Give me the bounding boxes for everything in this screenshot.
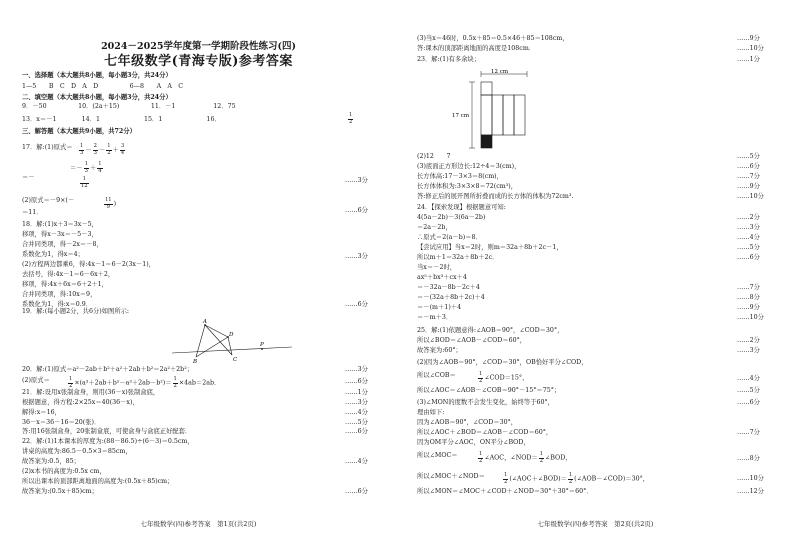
score-marker: ……3分: [345, 177, 368, 184]
score-line: [0, 426, 397, 437]
answer-line: [397, 437, 794, 448]
score-line: [397, 486, 794, 497]
answer-text: 故答案为:60°；: [417, 347, 462, 354]
answer-text: 所以∠MOC＋∠NOD＝: [417, 473, 485, 480]
answer-text: 所以∠AOC＋∠BOD＝∠AOB－∠COD＝60°，: [417, 429, 553, 436]
answer-text: 去括号，得:4x－1＝6－6x＋2，: [22, 271, 115, 278]
answer-text: (3)当x＝46时，0.5x＋85＝0.5×46＋85＝108cm，: [417, 35, 569, 42]
score-marker: ……9分: [737, 183, 760, 190]
answer-text: 故答案为:0.5，85；: [22, 458, 80, 465]
answer-text: 答:课本的顶部距离地面的高度是108cm．: [417, 45, 536, 52]
answer-text: 20．解:(1)原式＝a²－2ab＋b²＋a²＋2ab＋b²＝2a²＋2b²；: [22, 366, 194, 373]
answer-text: ∴原式＝2(a－b)＝8．: [417, 234, 482, 241]
score-line: [397, 43, 794, 54]
answer-text: 1—5 B C D A D 6—8 A A C: [22, 83, 184, 90]
score-line: [397, 252, 794, 263]
score-marker: ……1分: [345, 389, 368, 396]
score-line: [0, 364, 397, 375]
q17-line3: $\frac{1}{12}$: [81, 176, 88, 189]
answer-text: (3)底面正方形边长:12÷4＝3(cm)，: [417, 163, 521, 170]
score-line: [397, 191, 794, 202]
q20-line2: $\frac{1}{2}$ ×(a³＋2ab＋b²－a³＋2ab－b²)＝ $\frac{1}{2}$ ×4ab＝2ab．: [69, 376, 221, 389]
answer-text: 二、填空题（本大题共8小题，每小题3分，共24分）: [22, 94, 172, 101]
score-marker: ……4分: [737, 375, 760, 382]
answer-text: 【尝试应用】当x＝2时，则m＝32a＋8b＋2c－1，: [417, 244, 563, 251]
score-marker: ……6分: [345, 301, 368, 308]
q17-line2: ＝－ $\frac{1}{3}$ ＋ $\frac{1}{4}$: [70, 161, 102, 174]
answer-text: 19．解:(每小题2分，共6分)如图所示:: [22, 308, 130, 315]
answer-page-right: [397, 0, 794, 543]
answer-text: 所以出课本的顶部距离地面的高度为:(0.5x＋85)cm；: [22, 478, 174, 485]
answer-text: 所以∠AOC＝∠AOB－∠COB＝90°－15°＝75°；: [417, 387, 561, 394]
label-P: P: [260, 342, 264, 348]
answer-text: 因为OM平分∠AOC，ON平分∠BOD，: [417, 439, 530, 446]
score-line: [397, 312, 794, 323]
answer-text: ＝－m＋3．: [417, 314, 453, 321]
answer-text: 故答案为:(0.5x＋85)cm；: [22, 488, 98, 495]
net-figure: [452, 68, 547, 153]
q16-fraction: $\frac{1}{2}$: [349, 112, 353, 125]
score-line: [0, 486, 397, 497]
score-marker: ……10分: [737, 314, 764, 321]
answer-text: 答:修正后的展开图所折叠而成的长方体的体积为72cm³.: [417, 193, 574, 200]
answer-text: 所以∠COB＝: [417, 372, 456, 379]
score-marker: ……7分: [737, 284, 760, 291]
score-marker: ……5分: [345, 419, 368, 426]
answer-text: 23．解:(1)有多余块；: [417, 56, 481, 63]
answer-text: 所以∠MOC＝: [417, 452, 458, 459]
answer-text: ＝－(32a＋8b＋2c)＋4: [417, 294, 485, 301]
answer-text: 移项，得:4x＋6x＝6＋2＋1，: [22, 281, 108, 288]
answer-text: 所以m＋1＝32a＋8b＋2c．: [417, 254, 499, 261]
answer-text: 所以∠MON＝∠MOC＋∠COD＋∠NOD＝30°＋30°＝60°．: [417, 488, 593, 495]
answer-text: 一、选择题（本大题共8小题，每小题3分，共24分）: [22, 72, 172, 79]
score-marker: ……5分: [737, 153, 760, 160]
answer-line: [397, 357, 794, 368]
answer-text: 三、解答题（本大题共9小题，共72分）: [22, 128, 136, 135]
page-title-line2: 七年级数学(青海专版)参考答案: [104, 54, 293, 69]
answer-line: [0, 70, 397, 81]
answer-text: ＝－(m＋1)＋4: [417, 304, 462, 311]
answer-text: 合并同类项，得－2x＝－8，: [22, 241, 103, 248]
score-marker: ……7分: [737, 173, 760, 180]
answer-text: 理由如下:: [417, 409, 445, 416]
label-A: A: [203, 319, 207, 325]
answer-text: (2)原式＝－9×(－: [22, 197, 75, 204]
answer-text: 21．解:设用x张制盒身，则用(36－x)张制盒底，: [22, 389, 160, 396]
answer-text: (2)方程两边都乘6，得:4x－1＝6－2(3x－1)，: [22, 261, 155, 268]
answer-text: ＝11．: [22, 209, 43, 216]
score-marker: ……2分: [737, 214, 760, 221]
score-marker: ……3分: [345, 399, 368, 406]
answer-text: (2)原式＝: [22, 377, 50, 384]
answer-text: 9．－50 10．(2a＋15) 11．－1 12．75: [22, 103, 236, 110]
score-line: [397, 54, 794, 65]
score-line: [397, 397, 794, 408]
score-line: [397, 427, 794, 438]
answer-text: 所以∠BOD＝∠AOB－∠COD＝60°，: [417, 337, 527, 344]
answer-line: [0, 101, 397, 112]
score-marker: ……3分: [737, 347, 760, 354]
score-marker: ……2分: [737, 337, 760, 344]
answer-text: (2)12 7: [417, 153, 451, 160]
answer-text: ＝2a－2b，: [417, 224, 452, 231]
score-marker: ……6分: [345, 428, 368, 435]
answer-text: 17．解:(1)原式＝: [22, 144, 73, 151]
height-label: 17 cm: [452, 113, 470, 119]
answer-text: 讲桌的高度为:86.5－0.5×3＝85cm，: [22, 448, 132, 455]
answer-text: 当x＝－2时，: [417, 264, 457, 271]
score-marker: ……3分: [737, 224, 760, 231]
score-line: [397, 385, 794, 396]
score-marker: ……9分: [737, 304, 760, 311]
width-label: 12 cm: [491, 69, 509, 75]
answer-line: [0, 81, 397, 92]
page-footer: 七年级数学(四)参考答案 第1页(共2页): [140, 520, 257, 528]
score-marker: ……8分: [737, 455, 760, 462]
q25-cob-line: $\frac{1}{2}$ ∠COD＝15°，: [479, 371, 529, 384]
score-line: [397, 345, 794, 356]
score-marker: ……5分: [737, 244, 760, 251]
answer-text: 25．解:(1)依题意得:∠AOB＝90°，∠COD＝30°，: [417, 327, 564, 334]
score-line: [0, 299, 397, 310]
score-marker: ……8分: [737, 294, 760, 301]
score-marker: ……4分: [345, 409, 368, 416]
score-marker: ……6分: [345, 207, 368, 214]
score-marker: ……7分: [737, 429, 760, 436]
score-marker: ……3分: [345, 253, 368, 260]
answer-text: 移项，得x－3x＝－5－3，: [22, 231, 98, 238]
score-marker: ……3分: [345, 366, 368, 373]
answer-text: 4(5a－2b)－3(6a－2b): [417, 214, 486, 221]
score-marker: ……9分: [737, 35, 760, 42]
q25-moc-line: $\frac{1}{2}$ ∠AOC，∠NOD＝ $\frac{1}{2}$ ∠BOD，: [479, 451, 572, 464]
score-marker: ……10分: [737, 475, 764, 482]
score-marker: ……12分: [737, 488, 764, 495]
answer-text: 答:用16张制盒身，20张制盒底，可使盒身与盒底正好配套．: [22, 428, 192, 435]
answer-text: 24．【探索发现】根据题意可知:: [417, 204, 506, 211]
score-marker: ……6分: [737, 254, 760, 261]
score-marker: ……6分: [737, 399, 760, 406]
answer-text: ＝－32a－8b－2c＋4: [417, 284, 480, 291]
answer-text: 22．解:(1)1本课本的厚度为:(88－86.5)÷(6－3)＝0.5cm，: [22, 438, 194, 445]
answer-text: 根据题意，得方程:2×25x＝40(36－x)，: [22, 399, 139, 406]
answer-text: 36－x＝36－16＝20(张)．: [22, 419, 101, 426]
answer-text: 系数化为1，得:x＝0.9．: [22, 301, 93, 308]
page-title-line1: 2024－2025学年度第一学期阶段性练习(四): [101, 41, 296, 52]
page-footer-right: 七年级数学(四)参考答案 第2页(共2页): [537, 520, 654, 528]
answer-text: 长方体高:17－3×3＝8(cm)，: [417, 173, 503, 180]
answer-line: [0, 126, 397, 137]
answer-text: 系数化为1，得x＝4；: [22, 251, 84, 258]
score-marker: ……4分: [345, 458, 368, 465]
geometry-figure: [170, 315, 295, 365]
answer-text: ＝－: [22, 174, 35, 181]
score-line: [0, 456, 397, 467]
answer-text: 18．解:(1)x＋3＝3x－5，: [22, 221, 98, 228]
answer-text: (3)∠MON的度数不会发生变化，始终等于60°，: [417, 399, 554, 406]
label-B: B: [193, 359, 198, 365]
answer-text: 长方体体积为:3×3×8＝72(cm³)，: [417, 183, 518, 190]
answer-text: 解得:x＝16，: [22, 409, 61, 416]
score-marker: ……10分: [737, 45, 764, 52]
label-C: C: [233, 357, 238, 363]
q17-line1: $\frac{1}{3}$ － $\frac{2}{3}$ － $\frac{1}{2}$ ＋ $\frac{3}{4}$: [80, 143, 125, 156]
answer-text: (2)x本书的高度为:0.5x cm，: [22, 468, 106, 475]
score-marker: ……6分: [737, 163, 760, 170]
label-D: D: [229, 332, 234, 338]
score-marker: ……6分: [345, 378, 368, 385]
score-line: [0, 251, 397, 262]
answer-text: 合并同类项，得:10x＝9，: [22, 291, 97, 298]
answer-text: 因为∠AOB＝90°，∠COD＝30°，: [417, 419, 518, 426]
answer-text: ax⁵＋bx³＋cx＋4: [417, 274, 467, 281]
answer-text: (2)因为∠AOB＝90°，∠COD＝30°，OB恰好平分∠COD，: [417, 359, 588, 366]
q16-fraction-line: [0, 113, 397, 124]
score-marker: ……5分: [737, 387, 760, 394]
answer-text: 13．x＝－1 14．1 15．1 16．: [22, 116, 221, 123]
q25-sum-line: $\frac{1}{2}$ (∠AOC＋∠BOD)＝ $\frac{1}{2}$ (∠AOB－∠COD)＝30°，: [504, 472, 650, 485]
score-marker: ……1分: [737, 56, 760, 63]
score-marker: ……6分: [345, 488, 368, 495]
q17-line4: $\frac{11}{9}$ ): [105, 197, 117, 210]
score-marker: ……4分: [737, 234, 760, 241]
score-marker: ……10分: [737, 193, 764, 200]
